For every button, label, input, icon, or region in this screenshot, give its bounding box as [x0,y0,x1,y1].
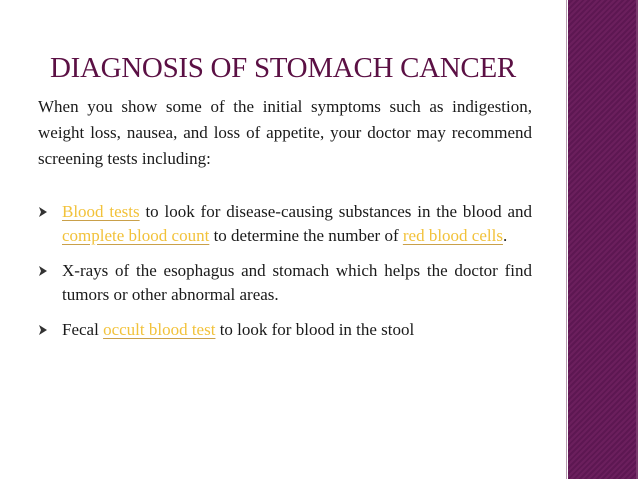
term-link[interactable]: Blood tests [62,202,140,221]
arrow-bullet-icon [38,325,48,335]
term-link[interactable]: occult blood test [103,320,216,339]
arrow-bullet-icon [38,207,48,217]
bullet-list [38,200,532,353]
bullet-item [38,318,532,342]
slide-title: DIAGNOSIS OF STOMACH CANCER [50,52,516,84]
arrow-bullet-icon [38,266,48,276]
term-link[interactable]: red blood cells [402,226,503,245]
bullet-item [38,200,532,248]
decorative-divider [566,0,567,479]
bullet-text: to look for disease-causing substances in the blood and [139,202,532,221]
bullet-text: X-rays of the esophagus and stomach which helps the doctor find tumors or other abnormal areas. [62,261,532,304]
bullet-text: . [502,226,508,245]
bullet-text: to look for blood in the stool [215,320,415,339]
intro-paragraph: When you show some of the initial symptoms such as indigestion, weight loss, nausea, and loss of appetite, your doctor may recommend screening tests including: [38,97,532,168]
bullet-text: Fecal [62,320,104,339]
term-link[interactable]: complete blood count [62,226,210,245]
bullet-item [38,259,532,307]
decorative-side-band [568,0,638,479]
bullet-text: to determine the number of [209,226,403,245]
